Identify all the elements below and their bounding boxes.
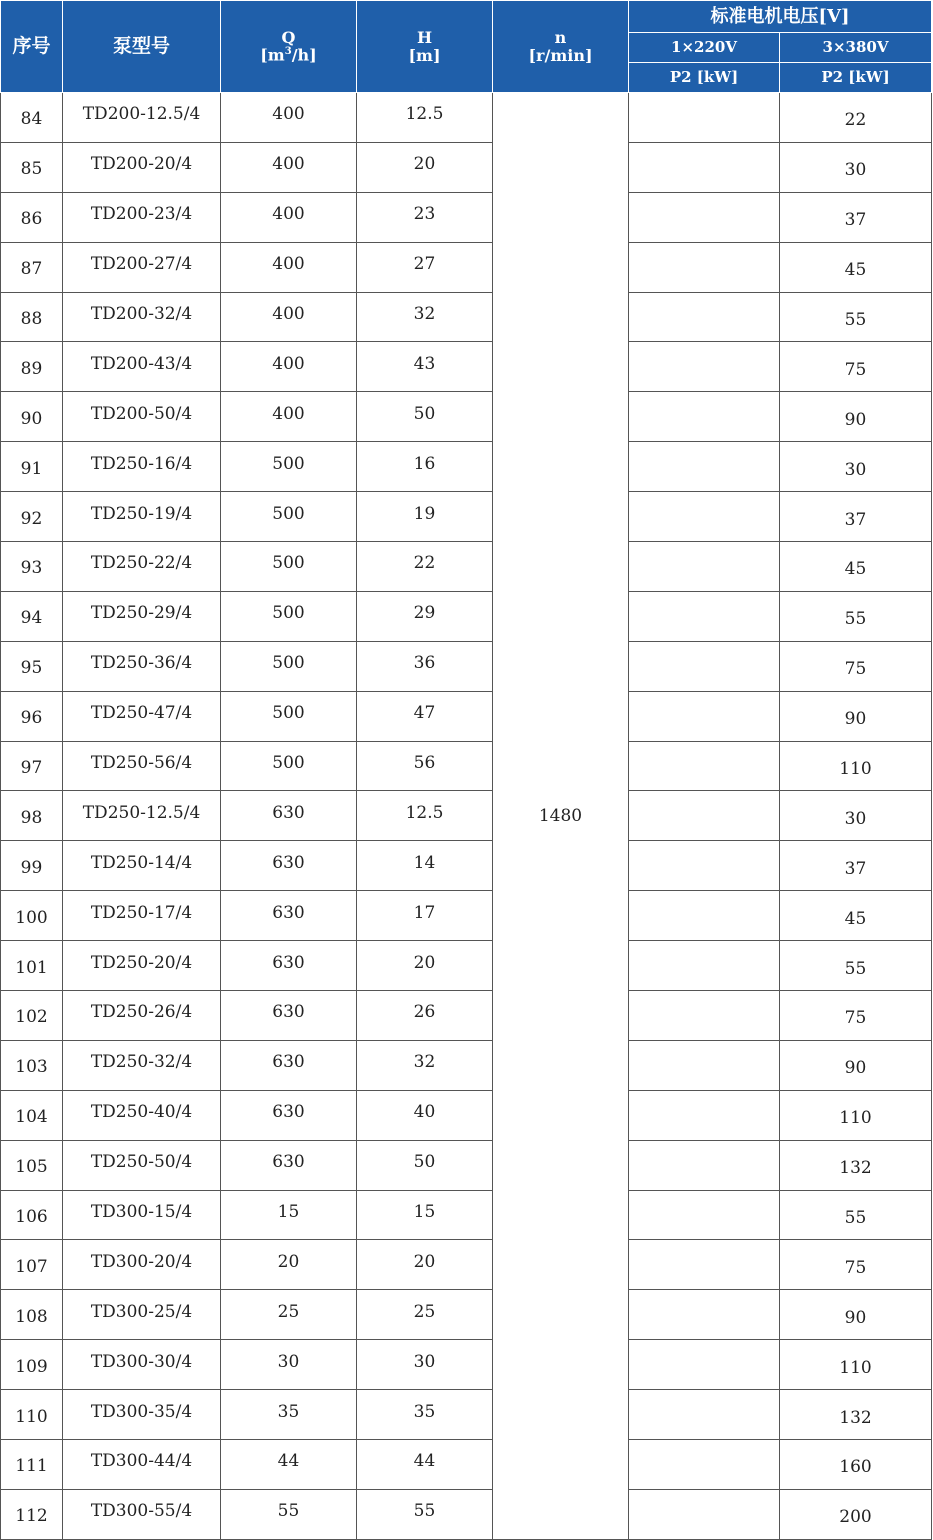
cell-flow: 630 (221, 1090, 357, 1140)
cell-flow: 25 (221, 1290, 357, 1340)
cell-power-single-phase (629, 641, 780, 691)
cell-power-three-phase: 110 (780, 1090, 932, 1140)
cell-power-three-phase: 160 (780, 1440, 932, 1490)
table-row (1, 492, 932, 542)
cell-head: 20 (357, 1240, 493, 1290)
table-row (1, 1489, 932, 1539)
cell-seq: 92 (1, 492, 63, 542)
cell-flow: 630 (221, 1140, 357, 1190)
cell-head: 19 (357, 492, 493, 542)
cell-power-single-phase (629, 1090, 780, 1140)
header-speed (493, 1, 629, 93)
cell-head: 25 (357, 1290, 493, 1340)
cell-head: 26 (357, 991, 493, 1041)
cell-flow: 20 (221, 1240, 357, 1290)
cell-flow: 400 (221, 292, 357, 342)
cell-model: TD200-20/4 (63, 142, 221, 192)
cell-head: 22 (357, 542, 493, 592)
cell-power-three-phase: 55 (780, 1190, 932, 1240)
cell-head: 20 (357, 941, 493, 991)
cell-flow: 35 (221, 1390, 357, 1440)
cell-flow: 500 (221, 591, 357, 641)
cell-head: 23 (357, 192, 493, 242)
cell-model: TD250-17/4 (63, 891, 221, 941)
cell-seq: 112 (1, 1489, 63, 1539)
cell-model: TD250-29/4 (63, 591, 221, 641)
cell-power-single-phase (629, 1390, 780, 1440)
cell-power-single-phase (629, 841, 780, 891)
header-speed-symbol: n (554, 27, 567, 47)
header-flow (221, 1, 357, 93)
cell-head: 29 (357, 591, 493, 641)
cell-power-single-phase (629, 991, 780, 1041)
header-flow-unit-open: [m (260, 45, 285, 65)
table-row (1, 591, 932, 641)
cell-model: TD250-32/4 (63, 1040, 221, 1090)
cell-power-single-phase (629, 1140, 780, 1190)
cell-flow: 630 (221, 841, 357, 891)
cell-head: 30 (357, 1340, 493, 1390)
cell-power-single-phase (629, 791, 780, 841)
cell-flow: 500 (221, 741, 357, 791)
cell-head: 17 (357, 891, 493, 941)
cell-flow: 400 (221, 342, 357, 392)
cell-head: 55 (357, 1489, 493, 1539)
cell-head: 32 (357, 292, 493, 342)
table-body (1, 93, 932, 1540)
cell-power-three-phase: 30 (780, 791, 932, 841)
cell-flow: 400 (221, 93, 357, 143)
header-model: 泵型号 (63, 1, 221, 93)
cell-seq: 96 (1, 691, 63, 741)
cell-power-three-phase: 75 (780, 641, 932, 691)
cell-power-three-phase: 132 (780, 1140, 932, 1190)
cell-seq: 87 (1, 242, 63, 292)
header-head (357, 1, 493, 93)
cell-power-three-phase: 200 (780, 1489, 932, 1539)
table-row (1, 1290, 932, 1340)
cell-model: TD250-19/4 (63, 492, 221, 542)
table-row (1, 342, 932, 392)
cell-model: TD250-56/4 (63, 741, 221, 791)
cell-power-three-phase: 132 (780, 1390, 932, 1440)
cell-seq: 97 (1, 741, 63, 791)
cell-power-single-phase (629, 1290, 780, 1340)
cell-power-three-phase: 30 (780, 142, 932, 192)
cell-power-single-phase (629, 1040, 780, 1090)
cell-model: TD300-35/4 (63, 1390, 221, 1440)
cell-flow: 500 (221, 442, 357, 492)
cell-flow: 500 (221, 542, 357, 592)
header-speed-unit: [r/min] (528, 45, 593, 65)
cell-power-three-phase: 75 (780, 342, 932, 392)
cell-flow: 630 (221, 791, 357, 841)
cell-model: TD250-40/4 (63, 1090, 221, 1140)
cell-power-single-phase (629, 492, 780, 542)
cell-model: TD250-16/4 (63, 442, 221, 492)
cell-seq: 104 (1, 1090, 63, 1140)
cell-power-single-phase (629, 392, 780, 442)
table-row (1, 292, 932, 342)
cell-seq: 91 (1, 442, 63, 492)
cell-power-single-phase (629, 292, 780, 342)
cell-power-three-phase: 45 (780, 542, 932, 592)
cell-power-single-phase (629, 342, 780, 392)
cell-power-three-phase: 55 (780, 591, 932, 641)
cell-head: 15 (357, 1190, 493, 1240)
cell-model: TD200-27/4 (63, 242, 221, 292)
cell-head: 16 (357, 442, 493, 492)
cell-head: 36 (357, 641, 493, 691)
cell-model: TD250-14/4 (63, 841, 221, 891)
cell-head: 32 (357, 1040, 493, 1090)
cell-power-three-phase: 90 (780, 691, 932, 741)
cell-seq: 93 (1, 542, 63, 592)
header-flow-unit (221, 46, 356, 64)
cell-power-single-phase (629, 691, 780, 741)
table-row (1, 192, 932, 242)
cell-flow: 630 (221, 941, 357, 991)
cell-seq: 111 (1, 1440, 63, 1490)
cell-power-three-phase: 90 (780, 1040, 932, 1090)
cell-head: 40 (357, 1090, 493, 1140)
cell-flow: 400 (221, 192, 357, 242)
cell-power-three-phase: 37 (780, 841, 932, 891)
header-voltage-three-phase: 3×380V (780, 33, 932, 63)
cell-seq: 108 (1, 1290, 63, 1340)
cell-model: TD300-15/4 (63, 1190, 221, 1240)
table-row (1, 93, 932, 143)
cell-flow: 500 (221, 691, 357, 741)
cell-power-three-phase: 55 (780, 292, 932, 342)
cell-seq: 99 (1, 841, 63, 891)
cell-seq: 103 (1, 1040, 63, 1090)
table-row (1, 991, 932, 1041)
table-row (1, 442, 932, 492)
header-head-symbol: H (416, 27, 433, 47)
cell-seq: 84 (1, 93, 63, 143)
table-row (1, 1090, 932, 1140)
cell-head: 12.5 (357, 93, 493, 143)
cell-head: 43 (357, 342, 493, 392)
cell-power-single-phase (629, 442, 780, 492)
table-row (1, 741, 932, 791)
cell-head: 50 (357, 392, 493, 442)
cell-power-single-phase (629, 1340, 780, 1390)
table-row (1, 941, 932, 991)
cell-power-three-phase: 55 (780, 941, 932, 991)
cell-power-three-phase: 110 (780, 741, 932, 791)
header-seq: 序号 (1, 1, 63, 93)
table-row (1, 242, 932, 292)
cell-seq: 105 (1, 1140, 63, 1190)
cell-power-single-phase (629, 93, 780, 143)
cell-power-three-phase: 37 (780, 492, 932, 542)
cell-power-single-phase (629, 1489, 780, 1539)
table-row (1, 641, 932, 691)
table-row (1, 791, 932, 841)
cell-power-three-phase: 75 (780, 1240, 932, 1290)
header-power-single-phase: P2 [kW] (629, 63, 780, 93)
table-row (1, 542, 932, 592)
header-flow-unit-sup: 3 (284, 46, 292, 58)
cell-flow: 400 (221, 242, 357, 292)
header-voltage-title: 标准电机电压[V] (629, 1, 932, 33)
cell-model: TD200-43/4 (63, 342, 221, 392)
table-row (1, 392, 932, 442)
cell-power-single-phase (629, 591, 780, 641)
cell-seq: 98 (1, 791, 63, 841)
cell-head: 44 (357, 1440, 493, 1490)
cell-head: 12.5 (357, 791, 493, 841)
cell-model: TD300-44/4 (63, 1440, 221, 1490)
cell-seq: 107 (1, 1240, 63, 1290)
cell-flow: 30 (221, 1340, 357, 1390)
cell-seq: 90 (1, 392, 63, 442)
cell-flow: 500 (221, 641, 357, 691)
cell-head: 14 (357, 841, 493, 891)
cell-power-single-phase (629, 941, 780, 991)
cell-model: TD200-32/4 (63, 292, 221, 342)
cell-model: TD300-55/4 (63, 1489, 221, 1539)
cell-power-three-phase: 110 (780, 1340, 932, 1390)
cell-head: 56 (357, 741, 493, 791)
table-header (1, 1, 932, 93)
table-row (1, 1340, 932, 1390)
cell-power-single-phase (629, 192, 780, 242)
table-row (1, 691, 932, 741)
table-row (1, 1190, 932, 1240)
cell-flow: 500 (221, 492, 357, 542)
cell-flow: 15 (221, 1190, 357, 1240)
header-voltage-single-phase: 1×220V (629, 33, 780, 63)
cell-seq: 89 (1, 342, 63, 392)
cell-power-three-phase: 22 (780, 93, 932, 143)
table-row (1, 841, 932, 891)
cell-flow: 55 (221, 1489, 357, 1539)
cell-model: TD200-12.5/4 (63, 93, 221, 143)
cell-flow: 630 (221, 1040, 357, 1090)
cell-flow: 44 (221, 1440, 357, 1490)
cell-power-single-phase (629, 242, 780, 292)
cell-model: TD300-25/4 (63, 1290, 221, 1340)
cell-model: TD250-47/4 (63, 691, 221, 741)
table-row (1, 1440, 932, 1490)
header-power-three-phase: P2 [kW] (780, 63, 932, 93)
table-row (1, 1240, 932, 1290)
cell-power-three-phase: 30 (780, 442, 932, 492)
cell-flow: 630 (221, 991, 357, 1041)
cell-model: TD300-20/4 (63, 1240, 221, 1290)
cell-seq: 109 (1, 1340, 63, 1390)
cell-model: TD250-22/4 (63, 542, 221, 592)
cell-seq: 101 (1, 941, 63, 991)
header-flow-unit-close: /h] (291, 45, 317, 65)
cell-model: TD250-12.5/4 (63, 791, 221, 841)
cell-power-single-phase (629, 891, 780, 941)
table-row (1, 1390, 932, 1440)
cell-model: TD200-23/4 (63, 192, 221, 242)
header-head-unit: [m] (408, 45, 441, 65)
cell-power-three-phase: 37 (780, 192, 932, 242)
table-row (1, 142, 932, 192)
cell-model: TD250-20/4 (63, 941, 221, 991)
cell-head: 50 (357, 1140, 493, 1190)
cell-seq: 85 (1, 142, 63, 192)
cell-power-single-phase (629, 1240, 780, 1290)
cell-power-single-phase (629, 741, 780, 791)
cell-power-three-phase: 90 (780, 392, 932, 442)
cell-power-single-phase (629, 542, 780, 592)
table-row (1, 1040, 932, 1090)
cell-head: 47 (357, 691, 493, 741)
cell-power-single-phase (629, 142, 780, 192)
cell-flow: 400 (221, 142, 357, 192)
cell-power-three-phase: 90 (780, 1290, 932, 1340)
cell-seq: 88 (1, 292, 63, 342)
cell-model: TD250-50/4 (63, 1140, 221, 1190)
cell-seq: 94 (1, 591, 63, 641)
header-flow-symbol: Q (281, 27, 296, 47)
cell-power-three-phase: 45 (780, 242, 932, 292)
cell-model: TD300-30/4 (63, 1340, 221, 1390)
cell-power-single-phase (629, 1440, 780, 1490)
cell-model: TD250-36/4 (63, 641, 221, 691)
cell-speed: 1480 (493, 93, 629, 1540)
table-row (1, 891, 932, 941)
cell-head: 20 (357, 142, 493, 192)
cell-seq: 106 (1, 1190, 63, 1240)
cell-flow: 630 (221, 891, 357, 941)
cell-seq: 95 (1, 641, 63, 691)
cell-seq: 100 (1, 891, 63, 941)
cell-seq: 86 (1, 192, 63, 242)
cell-head: 35 (357, 1390, 493, 1440)
table-row (1, 1140, 932, 1190)
cell-power-single-phase (629, 1190, 780, 1240)
cell-power-three-phase: 45 (780, 891, 932, 941)
cell-seq: 102 (1, 991, 63, 1041)
cell-model: TD250-26/4 (63, 991, 221, 1041)
cell-power-three-phase: 75 (780, 991, 932, 1041)
cell-flow: 400 (221, 392, 357, 442)
cell-head: 27 (357, 242, 493, 292)
cell-model: TD200-50/4 (63, 392, 221, 442)
cell-seq: 110 (1, 1390, 63, 1440)
